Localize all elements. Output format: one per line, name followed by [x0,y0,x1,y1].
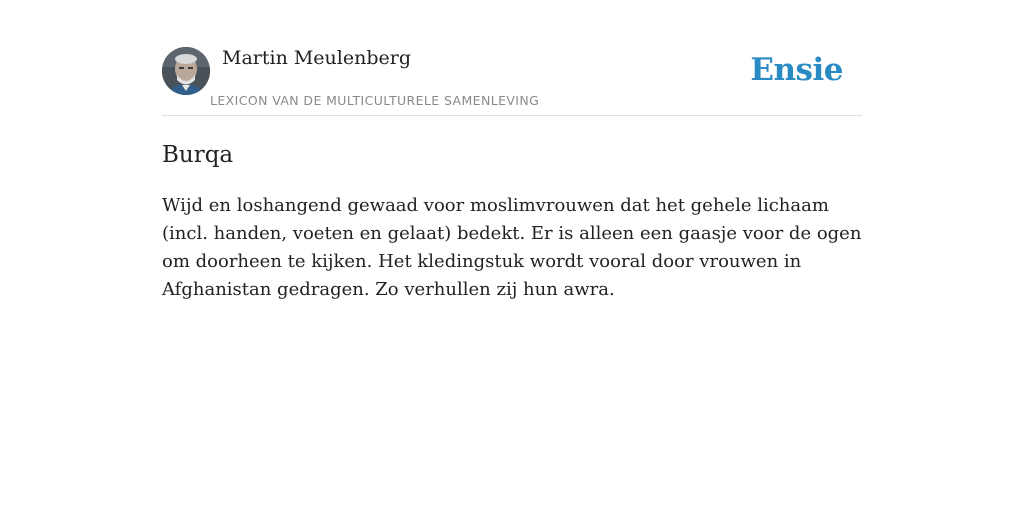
entry-header [162,0,862,116]
page-container [162,0,862,512]
entry-body: Wijd en loshangend gewaad voor moslimvrouwen dat het gehele lichaam (incl. handen, voeten en gelaat) bedekt. Er is alleen een gaasje voor de ogen om doorheen te kijken. Het kledingstuk wordt vooral door vrouwen in Afghanistan gedragen. Zo verhullen zij hun awra. [162,195,862,300]
author-name-link[interactable]: Martin Meulenberg [222,47,411,69]
brand-logo[interactable]: Ensie [750,52,843,88]
publication-link[interactable]: LEXICON VAN DE MULTICULTURELE SAMENLEVING [210,93,540,108]
entry-title: Burqa [162,142,234,168]
author-photo-icon [162,47,210,95]
avatar[interactable] [162,47,210,95]
